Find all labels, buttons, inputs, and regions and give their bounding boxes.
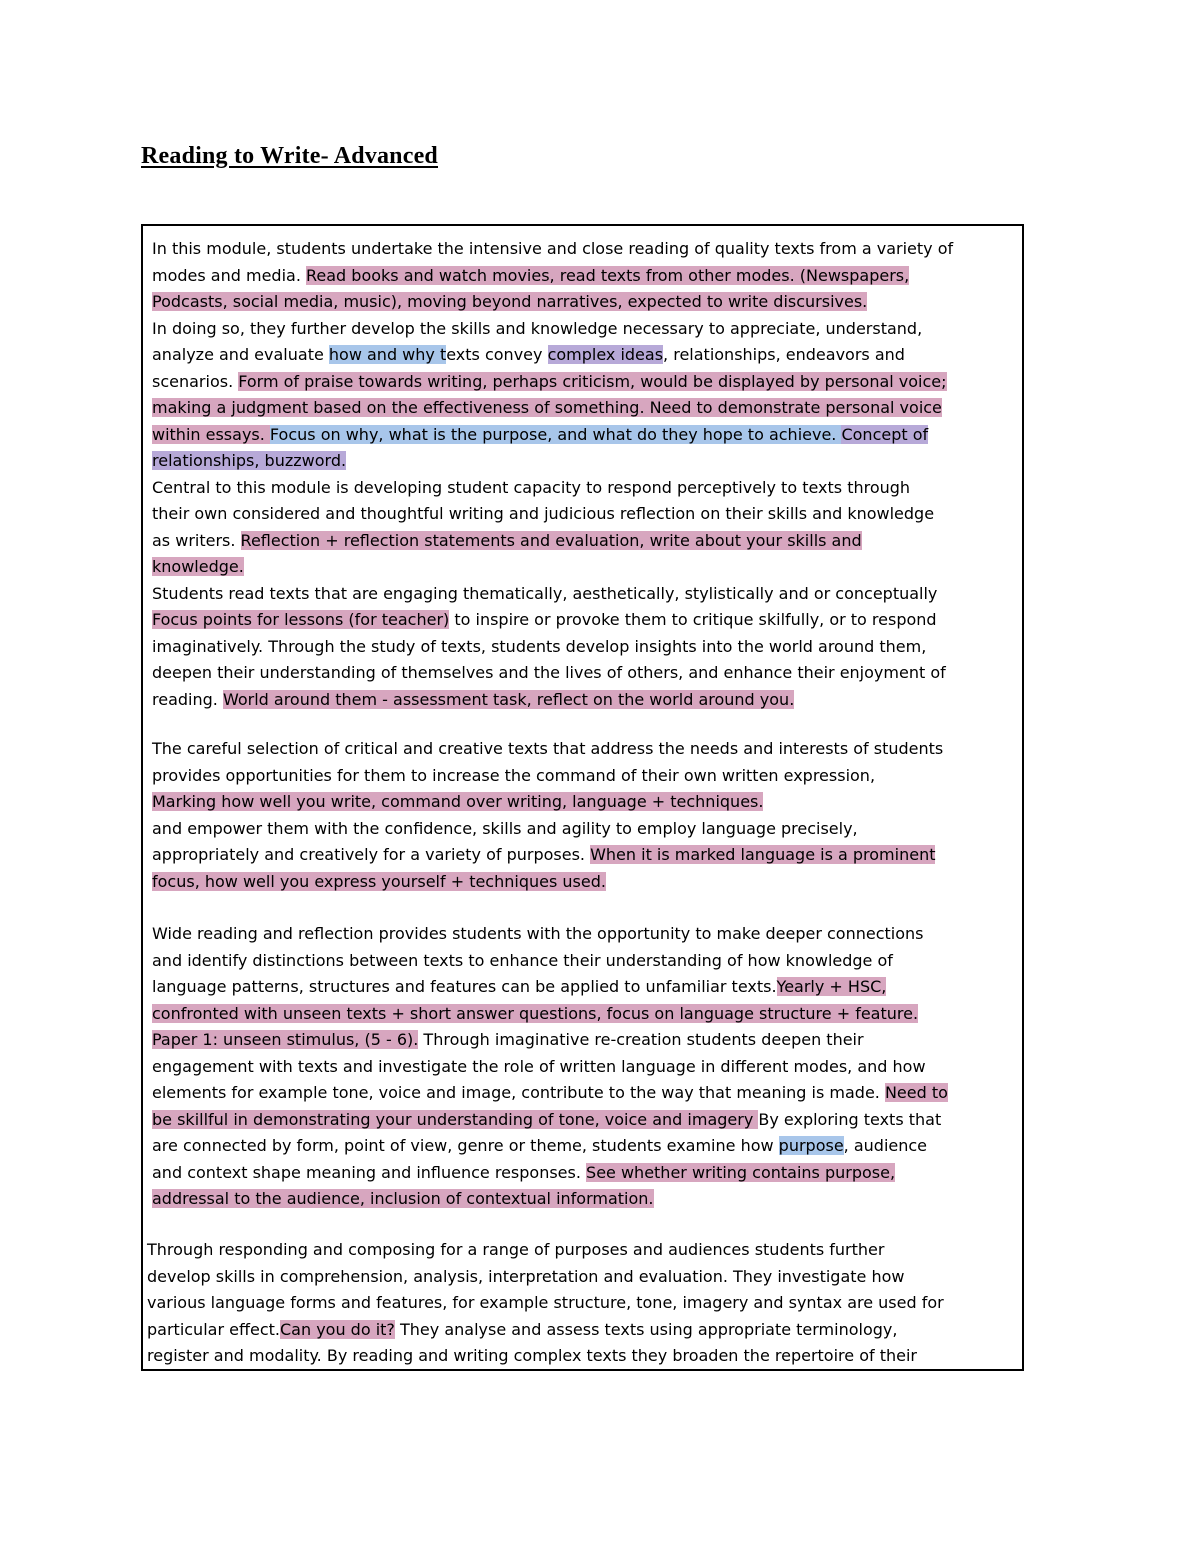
text-line (152, 528, 1022, 555)
text-line (152, 660, 1022, 687)
paragraph-text-selection (152, 736, 1022, 895)
text-line (147, 1317, 1017, 1344)
highlighted-annotation: confronted with unseen texts + short answer questions, focus on language structure + feature. (152, 1003, 919, 1023)
body-text: modes and media. (152, 265, 306, 285)
body-text: and empower them with the confidence, skills and agility to employ language precisely, (152, 818, 858, 838)
text-line (152, 789, 1022, 816)
body-text: are connected by form, point of view, genre or theme, students examine how (152, 1136, 779, 1155)
body-text: engagement with texts and investigate the role of written language in different modes, and how (152, 1056, 926, 1076)
text-line (152, 1080, 1022, 1107)
highlighted-annotation: focus, how well you express yourself + techniques used. (152, 871, 606, 891)
highlighted-annotation: Paper 1: unseen stimulus, (5 - 6). (152, 1030, 419, 1049)
body-text: develop skills in comprehension, analysis, interpretation and evaluation. They investigate how (147, 1266, 905, 1286)
body-text: The careful selection of critical and creative texts that address the needs and interests of students (152, 739, 944, 758)
body-text: Through imaginative re-creation students deepen their (418, 1030, 864, 1049)
text-line (152, 921, 1022, 948)
text-line (152, 395, 1022, 422)
text-line (152, 763, 1022, 790)
body-text: , audience (843, 1136, 928, 1155)
body-text: their own considered and thoughtful writing and judicious reflection on their skills and knowledge (152, 504, 935, 523)
body-text: language patterns, structures and features can be applied to unfamiliar texts. (152, 977, 777, 996)
text-line (152, 1107, 1022, 1134)
text-line (147, 1290, 1017, 1317)
body-text: , relationships, endeavors and (663, 345, 905, 364)
body-text: particular effect. (147, 1319, 280, 1339)
body-text: as writers. (152, 530, 241, 550)
highlighted-annotation: Can you do it? (279, 1319, 395, 1339)
text-line (152, 316, 1022, 343)
body-text: deepen their understanding of themselves and the lives of others, and enhance their enjoyment of (152, 663, 946, 682)
highlighted-annotation: Focus on why, what is the purpose, and what do they hope to achieve. (269, 424, 842, 444)
highlighted-annotation: how and why t (328, 345, 447, 364)
text-line (152, 816, 1022, 843)
body-text: appropriately and creatively for a variety of purposes. (152, 845, 591, 864)
highlighted-annotation: Podcasts, social media, music), moving beyond narratives, expected to write discursives. (152, 292, 868, 311)
text-line (152, 736, 1022, 763)
text-line (152, 422, 1022, 449)
text-line (152, 842, 1022, 869)
text-line (152, 948, 1022, 975)
body-text: elements for example tone, voice and image, contribute to the way that meaning is made. (152, 1083, 885, 1102)
text-line (147, 1264, 1017, 1291)
highlighted-annotation: Yearly + HSC, (776, 977, 887, 996)
body-text: exts convey (446, 345, 548, 364)
highlighted-annotation: Reflection + reflection statements and evaluation, write about your skills and (240, 530, 862, 550)
document-title: Reading to Write- Advanced (141, 143, 438, 169)
highlighted-annotation: purpose (778, 1136, 844, 1155)
body-text: Through responding and composing for a range of purposes and audiences students further (147, 1240, 885, 1259)
text-line (152, 236, 1022, 263)
body-text: Students read texts that are engaging thematically, aesthetically, stylistically and or conceptually (152, 583, 938, 603)
body-text: In doing so, they further develop the skills and knowledge necessary to appreciate, understand, (152, 318, 923, 338)
body-text: reading. (152, 689, 223, 709)
text-line (152, 869, 1022, 896)
text-line (152, 554, 1022, 581)
body-text: They analyse and assess texts using appropriate terminology, (394, 1319, 898, 1339)
highlighted-annotation: When it is marked language is a prominent (590, 845, 936, 864)
paragraph-responding-composing (147, 1237, 1017, 1370)
text-line (152, 687, 1022, 714)
text-line (152, 263, 1022, 290)
paragraph-wide-reading (152, 921, 1022, 1213)
text-line (147, 1343, 1017, 1370)
paragraph-module-overview (152, 236, 1022, 713)
body-text: Wide reading and reflection provides students with the opportunity to make deeper connections (152, 924, 924, 943)
text-line (152, 1027, 1022, 1054)
text-line (152, 634, 1022, 661)
highlighted-annotation: See whether writing contains purpose, (586, 1162, 896, 1182)
body-text: register and modality. By reading and writing complex texts they broaden the repertoire of their (147, 1346, 917, 1365)
highlighted-annotation: be skillful in demonstrating your understanding of tone, voice and imagery (152, 1109, 759, 1129)
highlighted-annotation: making a judgment based on the effectiveness of something. Need to demonstrate personal voice (152, 398, 942, 417)
highlighted-annotation: World around them - assessment task, reflect on the world around you. (222, 689, 795, 709)
text-line (152, 581, 1022, 608)
highlighted-annotation: within essays. (152, 424, 270, 444)
text-line (147, 1237, 1017, 1264)
body-text: to inspire or provoke them to critique skilfully, or to respond (449, 610, 937, 629)
text-line (152, 607, 1022, 634)
text-line (152, 475, 1022, 502)
text-line (152, 289, 1022, 316)
highlighted-annotation: addressal to the audience, inclusion of contextual information. (152, 1189, 654, 1208)
body-text: In this module, students undertake the intensive and close reading of quality texts from a variety of (152, 239, 954, 258)
text-line (152, 342, 1022, 369)
body-text: and identify distinctions between texts to enhance their understanding of how knowledge of (152, 950, 893, 970)
highlighted-annotation: complex ideas (547, 345, 664, 364)
body-text: various language forms and features, for example structure, tone, imagery and syntax are used for (147, 1293, 944, 1312)
text-line (152, 1160, 1022, 1187)
body-text: scenarios. (152, 371, 239, 391)
body-text: and context shape meaning and influence responses. (152, 1162, 587, 1182)
highlighted-annotation: knowledge. (152, 557, 244, 576)
highlighted-annotation: Need to (884, 1083, 948, 1102)
body-text: By exploring texts that (758, 1109, 942, 1129)
body-text: provides opportunities for them to increase the command of their own written expression, (152, 765, 876, 785)
text-box (141, 224, 1024, 1371)
body-text: Central to this module is developing student capacity to respond perceptively to texts through (152, 477, 911, 497)
text-line (152, 1133, 1022, 1160)
highlighted-annotation: Focus points for lessons (for teacher) (152, 610, 450, 629)
body-text: imaginatively. Through the study of texts, students develop insights into the world around them, (152, 636, 927, 656)
text-line (152, 369, 1022, 396)
highlighted-annotation: Read books and watch movies, read texts from other modes. (Newspapers, (306, 265, 910, 285)
highlighted-annotation: Marking how well you write, command over writing, language + techniques. (152, 792, 764, 811)
highlighted-annotation: Form of praise towards writing, perhaps criticism, would be displayed by personal voice; (238, 371, 947, 391)
text-line (152, 1186, 1022, 1213)
text-line (152, 1054, 1022, 1081)
text-line (152, 448, 1022, 475)
text-line (152, 501, 1022, 528)
highlighted-annotation: relationships, buzzword. (152, 451, 347, 470)
body-text: analyze and evaluate (152, 345, 329, 364)
text-line (152, 974, 1022, 1001)
text-line (152, 1001, 1022, 1028)
highlighted-annotation: Concept of (841, 424, 929, 444)
